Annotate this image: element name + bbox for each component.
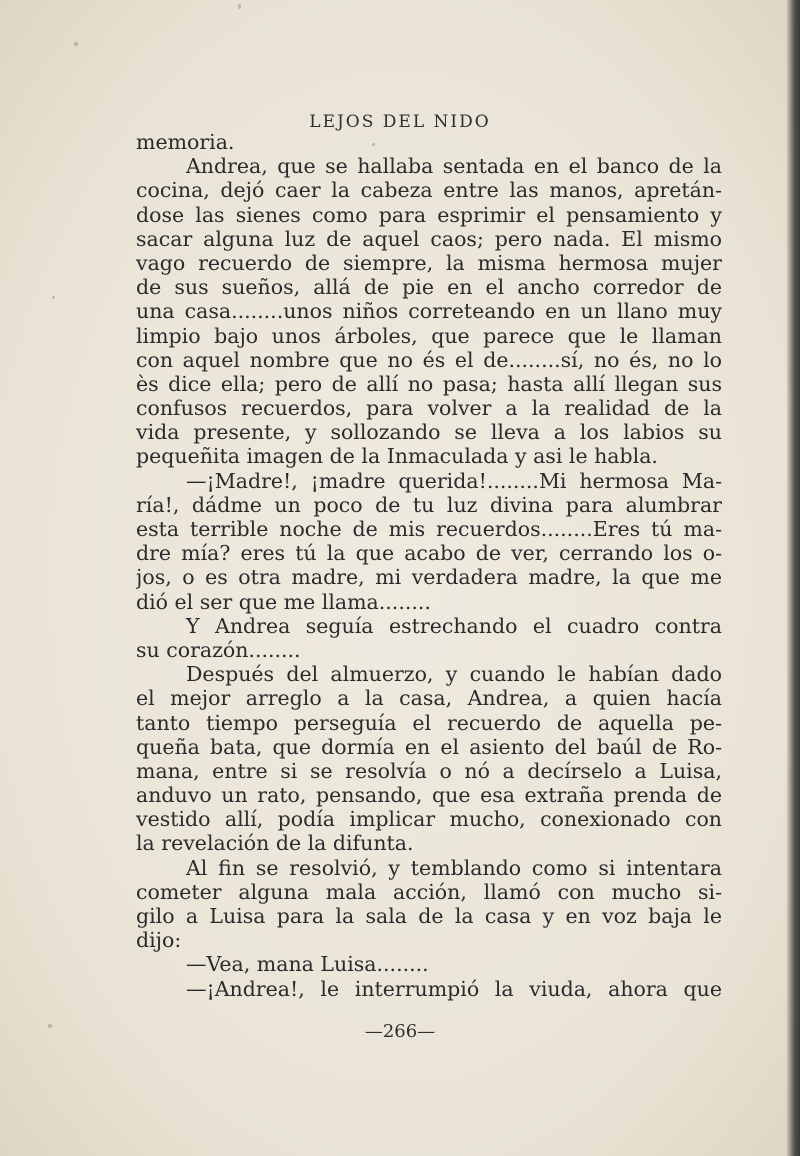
paper-speck [74, 42, 78, 46]
text-line: dre mía? eres tú la que acabo de ver, cerrando los o- [136, 541, 722, 566]
text-line: sacar alguna luz de aquel caos; pero nada. El mismo [136, 226, 722, 251]
text-line: esta terrible noche de mis recuerdos........Eres tú ma- [136, 517, 722, 541]
text-line: pequeñita imagen de la Inmaculada y asi le habla. [136, 444, 658, 469]
page-number: —266— [364, 1021, 436, 1042]
text-line: —¡Andrea!, le interrumpió la viuda, ahora que [186, 976, 722, 1001]
text-line: jos, o es otra madre, mi verdadera madre, la que me [136, 565, 722, 590]
text-line: con aquel nombre que no és el de........sí, no és, no lo [136, 347, 722, 372]
text-line: Después del almuerzo, y cuando le habían dado [186, 662, 722, 687]
text-line: dió el ser que me llama........ [136, 589, 431, 614]
text-line: vida presente, y sollozando se lleva a los labios su [136, 420, 722, 445]
text-line: ría!, dádme un poco de tu luz divina para alumbrar [136, 492, 722, 517]
running-head: LEJOS DEL NIDO [309, 112, 491, 132]
text-line: el mejor arreglo a la casa, Andrea, a quien hacía [136, 686, 722, 711]
text-line: Al fin se resolvió, y temblando como si intentara [186, 855, 722, 880]
text-line: memoria. [136, 130, 235, 154]
text-line: vestido allí, podía implicar mucho, conexionado con [136, 807, 722, 832]
text-line: —Vea, mana Luisa........ [186, 952, 429, 977]
text-line: la revelación de la difunta. [136, 831, 414, 856]
text-line: vago recuerdo de siempre, la misma hermosa mujer [136, 250, 722, 275]
text-line: anduvo un rato, pensando, que esa extraña prenda de [136, 783, 722, 808]
text-line: dose las sienes como para esprimir el pensamiento y [136, 202, 722, 227]
text-line: una casa........unos niños correteando en un llano muy [136, 299, 722, 324]
text-line: cometer alguna mala acción, llamó con mucho si- [136, 879, 722, 904]
page-edge-shadow [786, 0, 800, 1156]
text-line: Y Andrea seguía estrechando el cuadro contra [186, 613, 722, 638]
text-line: dijo: [136, 928, 182, 953]
text-line: de sus sueños, allá de pie en el ancho corredor de [136, 275, 722, 300]
text-line: —¡Madre!, ¡madre querida!........Mi hermosa Ma- [186, 468, 722, 493]
text-line: su corazón........ [136, 637, 301, 662]
text-line: Andrea, que se hallaba sentada en el banco de la [186, 154, 722, 179]
text-line: gilo a Luisa para la sala de la casa y en voz baja le [136, 904, 722, 928]
text-line: limpio bajo unos árboles, que parece que le llaman [136, 323, 722, 348]
paper-speck [52, 296, 55, 299]
text-line: queña bata, que dormía en el asiento del baúl de Ro- [136, 734, 722, 759]
body-text [136, 130, 722, 1001]
text-line: mana, entre si se resolvía o nó a decírselo a Luisa, [136, 758, 722, 783]
text-line: cocina, dejó caer la cabeza entre las manos, apretán- [136, 178, 722, 203]
text-line: ès dice ella; pero de allí no pasa; hasta allí llegan sus [136, 371, 722, 396]
text-line: confusos recuerdos, para volver a la realidad de la [136, 396, 722, 421]
text-line: tanto tiempo perseguía el recuerdo de aquella pe- [136, 710, 722, 735]
paper-speck [238, 4, 241, 9]
